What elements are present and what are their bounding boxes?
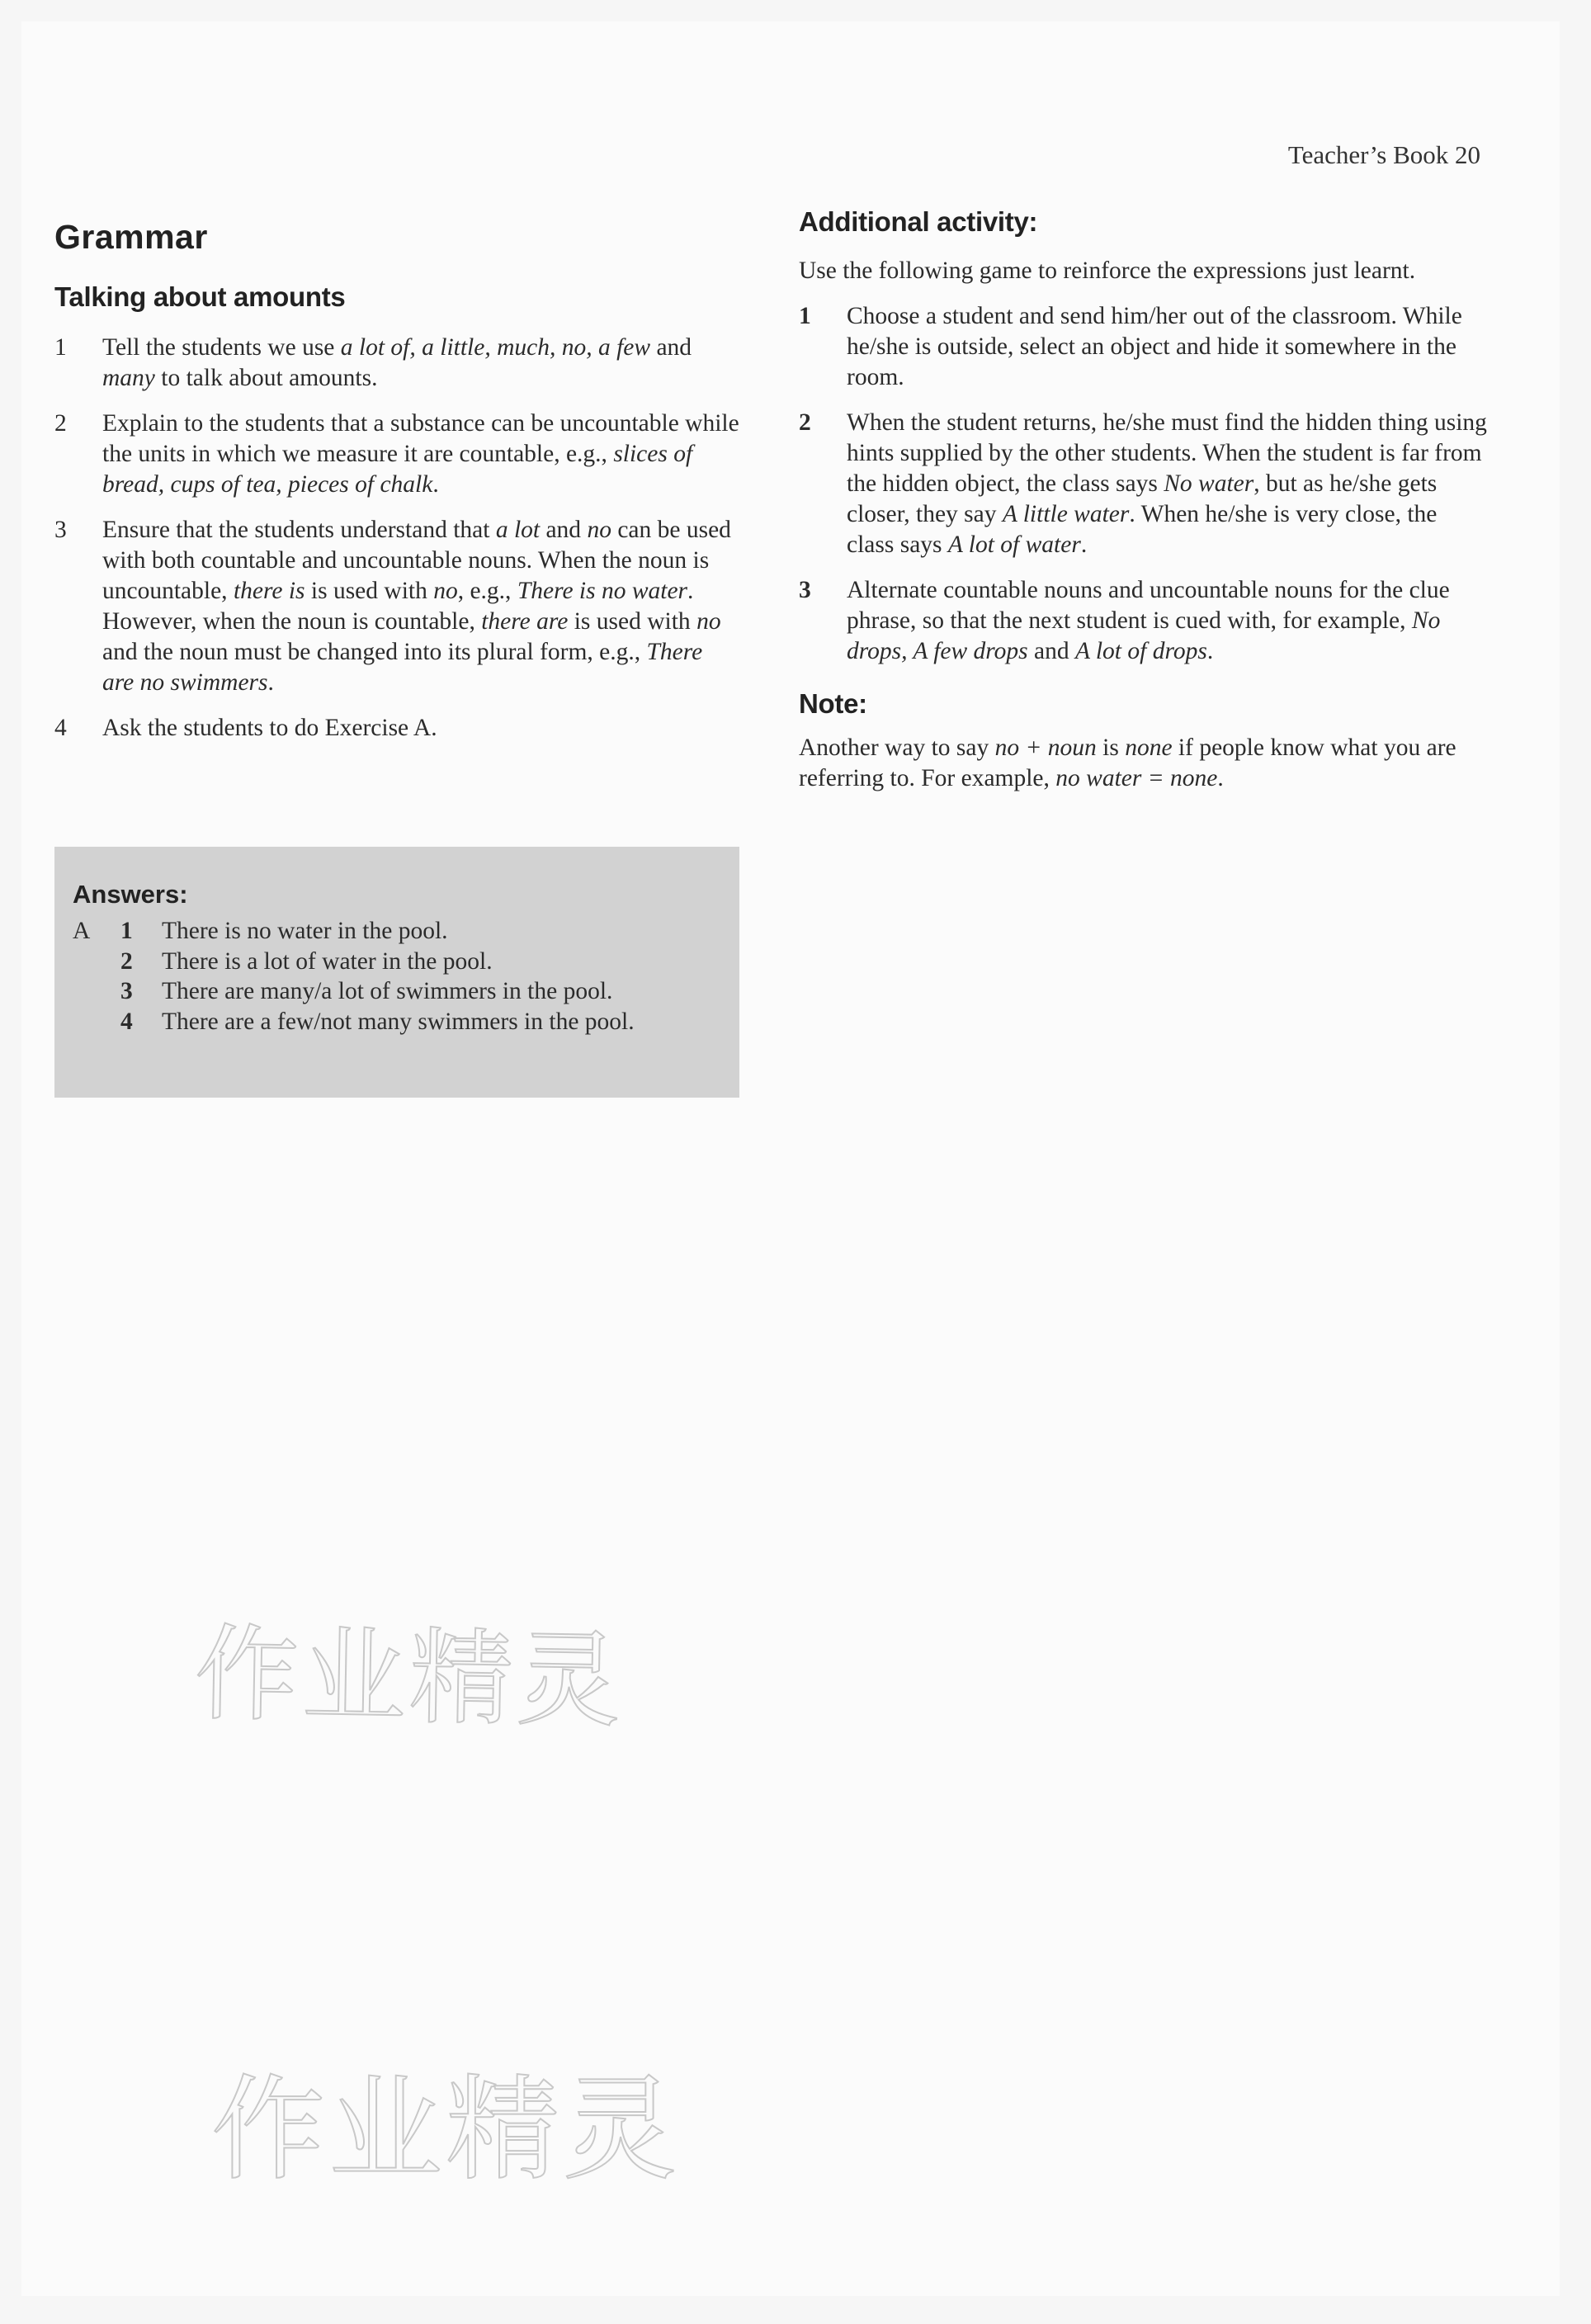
italic-term: there is [233,578,305,604]
answer-row [73,947,721,977]
italic-term: There are no swimmers [102,639,703,696]
watermark-logo: 作业精灵 [211,2063,681,2196]
activity-title: Additional activity: [799,206,1038,237]
step-text [102,713,739,744]
text-run: is [1096,735,1126,761]
text-run: Tell the students we use [102,334,341,361]
page-number-header: Teacher’s Book 20 [1287,140,1480,169]
watermark-logo: 作业精灵 [193,1613,626,1742]
text-run: . [1217,765,1224,791]
italic-term: no + noun [994,735,1097,761]
answer-number: 3 [120,978,133,1004]
step-item [799,301,1489,393]
step-text [102,515,739,698]
step-number: 2 [799,409,811,436]
answer-exercise-letter [73,1007,120,1037]
text-run: to talk about amounts. [154,365,378,391]
text-run: Another way to say [799,735,995,761]
grammar-steps-list [54,333,739,744]
step-text [847,301,1489,393]
text-run: , but as he/she gets closer, they say [847,470,1438,527]
answer-row [73,916,721,947]
text-run: . When he/she is very close, the class says [847,501,1438,558]
text-run: is used with [568,608,697,635]
step-number: 3 [54,517,67,543]
answer-exercise-letter [73,976,120,1007]
activity-intro: Use the following game to reinforce the expressions just learnt. [799,257,1416,284]
italic-term: a lot of, a little, much, no, a few [340,334,651,361]
italic-term: no water = none [1055,765,1218,791]
italic-term: A lot of drops [1075,638,1207,664]
answers-list [73,916,721,1037]
text-run: can be used with both countable and uncountable nouns. When the noun is uncountable, [102,517,731,604]
text-run: and [650,334,692,361]
text-run: . [1080,531,1088,558]
answer-text: There is a lot of water in the pool. [162,947,493,975]
answer-exercise-letter [73,947,120,977]
text-run: and [1027,638,1075,664]
text-run: Explain to the students that a substance can be uncountable while the units in which we measure it are countable, e.g., [102,410,739,467]
text-run: , e.g., [457,578,517,604]
step-text [847,408,1489,560]
italic-term: many [102,365,155,391]
answer-number: 2 [120,947,133,975]
answer-text: There are a few/not many swimmers in the pool. [162,1008,635,1035]
text-run: Choose a student and send him/her out of the classroom. While he/she is outside, select an object and hide it somewhere in the room. [847,303,1462,390]
note-text [799,733,1489,794]
italic-term: No water [1164,470,1254,497]
italic-term: no [696,608,721,635]
text-run: is used with [305,578,434,604]
italic-term: A little water [1002,501,1130,527]
text-run: and the noun must be changed into its plural form, e.g., [102,639,647,665]
answer-number: 1 [120,918,133,944]
section-title: Grammar [54,218,208,256]
note-title: Note: [799,688,867,719]
answer-exercise-letter: A [73,918,91,944]
text-run: . [267,669,274,696]
step-text [102,333,739,394]
step-text [102,409,739,500]
italic-term: there are [481,608,569,635]
step-number: 3 [799,577,811,603]
right-column [799,206,1489,809]
italic-term: slices of bread, cups of tea, pieces of chalk [102,441,693,498]
text-run: . However, when the noun is countable, [102,578,694,635]
answer-text: There is no water in the pool. [162,918,448,944]
step-number: 4 [54,715,67,741]
italic-term: A lot of water [947,531,1081,558]
text-run: When the student returns, he/she must find the hidden thing using hints supplied by the other students. When the student is far from the hidden object, the class says [847,409,1487,497]
italic-term: no [433,578,458,604]
text-run: Ask the students to do Exercise A. [102,715,437,741]
step-item [54,333,739,394]
step-number: 2 [54,410,67,437]
step-text [847,575,1489,667]
step-item [799,575,1489,667]
subsection-title: Talking about amounts [54,281,346,312]
italic-term: No drops, A few drops [847,607,1441,664]
step-item [54,515,739,698]
italic-term: no [587,517,611,543]
answer-text: There are many/a lot of swimmers in the pool. [162,978,613,1004]
activity-steps-list [799,301,1489,667]
answers-box [54,847,739,1098]
italic-term: a lot [495,517,541,543]
step-number: 1 [799,303,811,329]
text-run: . [432,471,439,498]
left-column [54,206,739,758]
text-run: Ensure that the students understand that [102,517,496,543]
italic-term: none [1125,735,1173,761]
step-item [799,408,1489,560]
step-item [54,409,739,500]
answer-row [73,1007,721,1037]
answer-number: 4 [120,1008,133,1035]
answer-row [73,976,721,1007]
text-run: Alternate countable nouns and uncountable nouns for the clue phrase, so that the next student is cued with, for example, [847,577,1450,634]
answers-title: Answers: [73,880,188,909]
text-run: . [1206,638,1214,664]
text-run: and [540,517,588,543]
italic-term: There is no water [517,578,688,604]
step-number: 1 [54,334,67,361]
text-run: if people know what you are referring to. For example, [799,735,1456,791]
step-item [54,713,739,744]
